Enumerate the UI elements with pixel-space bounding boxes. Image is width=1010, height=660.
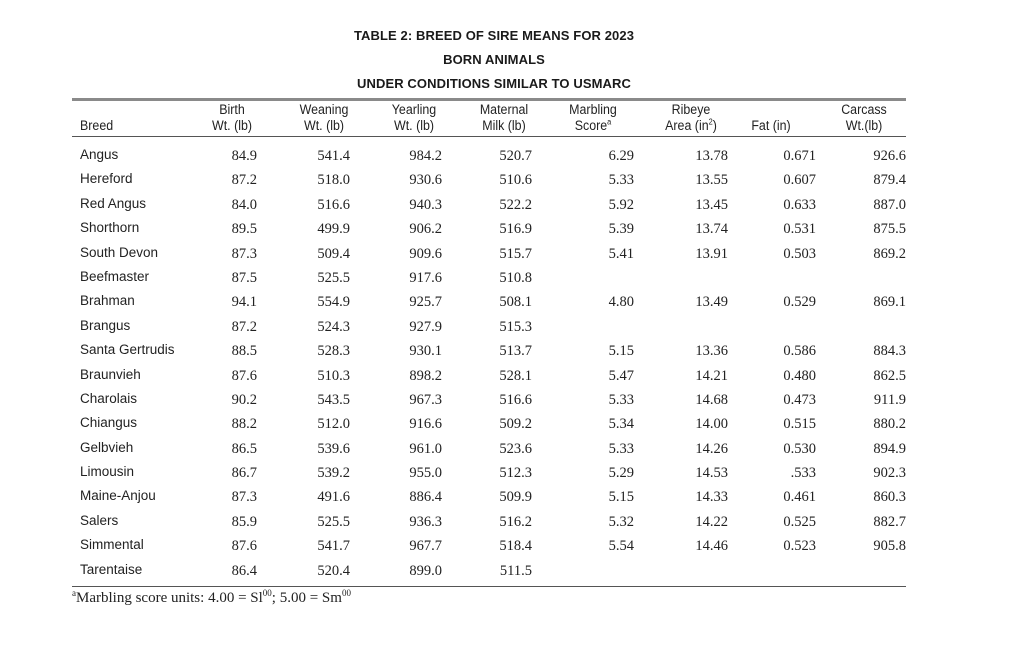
milk-value: 518.4 xyxy=(499,538,532,555)
header-carcass-wt xyxy=(827,102,901,134)
table-title xyxy=(0,24,988,96)
table-header xyxy=(72,102,906,137)
fat-value: 0.671 xyxy=(783,148,816,164)
table-body xyxy=(72,137,906,584)
breed-name: Brahman xyxy=(80,293,135,309)
fat-value: 0.607 xyxy=(783,172,816,189)
breed-name: Maine-Anjou xyxy=(80,488,156,504)
ribeye-value: 13.49 xyxy=(695,294,728,311)
birth-value: 88.5 xyxy=(231,343,257,360)
table-row xyxy=(72,194,906,218)
fat-value: 0.503 xyxy=(783,245,816,262)
ribeye-value: 14.26 xyxy=(695,440,728,457)
birth-value: 87.6 xyxy=(231,538,257,555)
marbling-value: 5.15 xyxy=(608,343,634,360)
yearling-value: 967.3 xyxy=(409,391,442,408)
header-label: Yearling xyxy=(391,102,437,117)
ribeye-value: 14.68 xyxy=(695,391,728,408)
superscript: 2 xyxy=(708,117,713,127)
milk-value: 528.1 xyxy=(499,367,532,384)
header-label: Ribeye xyxy=(671,102,711,117)
milk-value: 509.2 xyxy=(499,416,532,433)
weaning-value: 491.6 xyxy=(317,489,350,506)
table-row xyxy=(72,438,906,462)
marbling-value: 5.41 xyxy=(608,245,634,262)
header-label: Carcass xyxy=(841,102,887,117)
table-row xyxy=(72,413,906,437)
carcass-value: 905.8 xyxy=(873,538,906,555)
weaning-value: 541.7 xyxy=(317,538,350,555)
header-label: Score xyxy=(574,118,608,133)
breed-name: Hereford xyxy=(80,171,133,187)
table-row xyxy=(72,267,906,291)
fat-value: 0.461 xyxy=(783,489,816,506)
marbling-value: 6.29 xyxy=(608,148,634,164)
breed-name: Tarentaise xyxy=(80,561,143,577)
birth-value: 85.9 xyxy=(231,513,257,530)
table-row xyxy=(72,243,906,267)
header-yearling-wt xyxy=(377,102,451,134)
fat-value: 0.525 xyxy=(783,513,816,530)
ribeye-value: 13.36 xyxy=(695,343,728,360)
header-breed xyxy=(80,118,113,134)
yearling-value: 955.0 xyxy=(409,465,442,482)
carcass-value: 862.5 xyxy=(873,367,906,384)
marbling-value: 5.33 xyxy=(608,391,634,408)
ribeye-value: 13.78 xyxy=(695,148,728,164)
breed-name: Brangus xyxy=(80,317,131,333)
weaning-value: 524.3 xyxy=(317,318,350,335)
ribeye-value: 13.55 xyxy=(695,172,728,189)
weaning-value: 512.0 xyxy=(317,416,350,433)
table-row xyxy=(72,389,906,413)
breed-name: Charolais xyxy=(80,390,138,406)
header-fat xyxy=(739,118,803,134)
weaning-value: 499.9 xyxy=(317,221,350,238)
carcass-value: 869.1 xyxy=(873,294,906,311)
header-ribeye-area xyxy=(650,102,733,134)
birth-value: 94.1 xyxy=(231,294,257,311)
fat-value: 0.480 xyxy=(783,367,816,384)
ribeye-value: 13.45 xyxy=(695,196,728,213)
birth-value: 86.7 xyxy=(231,465,257,482)
yearling-value: 930.6 xyxy=(409,172,442,189)
milk-value: 515.7 xyxy=(499,245,532,262)
fat-value: 0.531 xyxy=(783,221,816,238)
carcass-value: 902.3 xyxy=(873,465,906,482)
weaning-value: 528.3 xyxy=(317,343,350,360)
breed-name: Braunvieh xyxy=(80,366,141,382)
birth-value: 87.5 xyxy=(231,269,257,286)
header-maternal-milk xyxy=(467,102,541,134)
table-row xyxy=(72,340,906,364)
yearling-value: 961.0 xyxy=(409,440,442,457)
carcass-value: 894.9 xyxy=(873,440,906,457)
breed-name: Shorthorn xyxy=(80,220,140,236)
weaning-value: 525.5 xyxy=(317,513,350,530)
fat-value: 0.530 xyxy=(783,440,816,457)
table-row xyxy=(72,365,906,389)
marbling-value: 5.34 xyxy=(608,416,634,433)
breed-name: South Devon xyxy=(80,244,159,260)
milk-value: 522.2 xyxy=(499,196,532,213)
milk-value: 520.7 xyxy=(499,148,532,164)
ribeye-value: 13.91 xyxy=(695,245,728,262)
table-row xyxy=(72,560,906,584)
breed-name: Simmental xyxy=(80,537,144,553)
marbling-value: 5.54 xyxy=(608,538,634,555)
marbling-value: 5.39 xyxy=(608,221,634,238)
superscript: 00 xyxy=(262,588,272,598)
carcass-value: 887.0 xyxy=(873,196,906,213)
breed-name: Salers xyxy=(80,512,119,528)
footnote-marker: a xyxy=(72,588,76,598)
milk-value: 508.1 xyxy=(499,294,532,311)
carcass-value: 869.2 xyxy=(873,245,906,262)
fat-value: 0.529 xyxy=(783,294,816,311)
carcass-value: 875.5 xyxy=(873,221,906,238)
carcass-value: 926.6 xyxy=(873,148,906,164)
title-line-2: BORN ANIMALS xyxy=(443,52,545,67)
header-label: Area (in xyxy=(665,118,709,133)
fat-value: 0.586 xyxy=(783,343,816,360)
birth-value: 87.2 xyxy=(231,172,257,189)
birth-value: 87.6 xyxy=(231,367,257,384)
fat-value: 0.523 xyxy=(783,538,816,555)
header-label: Milk (lb) xyxy=(482,118,526,133)
birth-value: 84.9 xyxy=(231,148,257,164)
carcass-value: 911.9 xyxy=(873,391,906,408)
table-row xyxy=(72,462,906,486)
header-label: Wt. (lb) xyxy=(211,118,253,133)
birth-value: 86.4 xyxy=(231,562,257,579)
marbling-value: 5.33 xyxy=(608,172,634,189)
header-label: Marbling xyxy=(569,102,617,117)
header-marbling-score xyxy=(555,102,630,134)
header-label: Wt. (lb) xyxy=(393,118,435,133)
table-row xyxy=(72,486,906,510)
ribeye-value: 14.22 xyxy=(695,513,728,530)
marbling-value: 5.92 xyxy=(608,196,634,213)
table-row xyxy=(72,535,906,559)
weaning-value: 554.9 xyxy=(317,294,350,311)
ribeye-value: 14.53 xyxy=(695,465,728,482)
milk-value: 516.9 xyxy=(499,221,532,238)
birth-value: 87.3 xyxy=(231,245,257,262)
weaning-value: 516.6 xyxy=(317,196,350,213)
breed-name: Beefmaster xyxy=(80,268,150,284)
ribeye-value: 13.74 xyxy=(695,221,728,238)
top-rule xyxy=(72,98,906,101)
header-label: Wt.(lb) xyxy=(845,118,883,133)
milk-value: 513.7 xyxy=(499,343,532,360)
footnote-text: Marbling score units: 4.00 = Sl xyxy=(76,590,263,606)
table-row xyxy=(72,316,906,340)
breed-name: Limousin xyxy=(80,464,135,480)
birth-value: 90.2 xyxy=(231,391,257,408)
weaning-value: 510.3 xyxy=(317,367,350,384)
header-label: Fat (in) xyxy=(751,118,791,133)
table-row xyxy=(72,511,906,535)
weaning-value: 509.4 xyxy=(317,245,350,262)
yearling-value: 930.1 xyxy=(409,343,442,360)
milk-value: 515.3 xyxy=(499,318,532,335)
carcass-value: 884.3 xyxy=(873,343,906,360)
ribeye-value: 14.46 xyxy=(695,538,728,555)
milk-value: 510.8 xyxy=(499,269,532,286)
marbling-value: 4.80 xyxy=(608,294,634,311)
marbling-value: 5.47 xyxy=(608,367,634,384)
milk-value: 516.6 xyxy=(499,391,532,408)
yearling-value: 940.3 xyxy=(409,196,442,213)
yearling-value: 886.4 xyxy=(409,489,442,506)
weaning-value: 539.2 xyxy=(317,465,350,482)
footnote-text: ; 5.00 = Sm xyxy=(271,590,342,606)
milk-value: 512.3 xyxy=(499,465,532,482)
bottom-rule xyxy=(72,586,906,587)
yearling-value: 967.7 xyxy=(409,538,442,555)
footnote-marker: a xyxy=(607,117,612,127)
superscript: 00 xyxy=(341,588,351,598)
weaning-value: 543.5 xyxy=(317,391,350,408)
ribeye-value: 14.21 xyxy=(695,367,728,384)
breed-name: Gelbvieh xyxy=(80,439,134,455)
breed-name: Chiangus xyxy=(80,415,138,431)
yearling-value: 984.2 xyxy=(409,148,442,164)
carcass-value: 860.3 xyxy=(873,489,906,506)
table-row xyxy=(72,169,906,193)
marbling-value: 5.15 xyxy=(608,489,634,506)
fat-value: 0.633 xyxy=(783,196,816,213)
carcass-value: 880.2 xyxy=(873,416,906,433)
birth-value: 88.2 xyxy=(231,416,257,433)
milk-value: 509.9 xyxy=(499,489,532,506)
fat-value: .533 xyxy=(790,465,816,482)
milk-value: 516.2 xyxy=(499,513,532,530)
birth-value: 89.5 xyxy=(231,221,257,238)
milk-value: 523.6 xyxy=(499,440,532,457)
yearling-value: 936.3 xyxy=(409,513,442,530)
milk-value: 511.5 xyxy=(499,562,532,579)
birth-value: 87.2 xyxy=(231,318,257,335)
header-weaning-wt xyxy=(287,102,361,134)
breed-name: Angus xyxy=(80,147,119,162)
title-line-3: UNDER CONDITIONS SIMILAR TO USMARC xyxy=(357,76,631,91)
table-row xyxy=(72,145,906,169)
weaning-value: 520.4 xyxy=(317,562,350,579)
ribeye-value: 14.33 xyxy=(695,489,728,506)
header-label: Birth xyxy=(219,102,245,117)
breed-name: Red Angus xyxy=(80,195,147,211)
carcass-value: 879.4 xyxy=(873,172,906,189)
fat-value: 0.515 xyxy=(783,416,816,433)
yearling-value: 909.6 xyxy=(409,245,442,262)
yearling-value: 899.0 xyxy=(409,562,442,579)
header-label: Maternal xyxy=(479,102,529,117)
ribeye-value: 14.00 xyxy=(695,416,728,433)
table-row xyxy=(72,291,906,315)
carcass-value: 882.7 xyxy=(873,513,906,530)
yearling-value: 916.6 xyxy=(409,416,442,433)
weaning-value: 525.5 xyxy=(317,269,350,286)
weaning-value: 539.6 xyxy=(317,440,350,457)
birth-value: 86.5 xyxy=(231,440,257,457)
title-line-1: TABLE 2: BREED OF SIRE MEANS FOR 2023 xyxy=(353,28,635,43)
weaning-value: 518.0 xyxy=(317,172,350,189)
fat-value: 0.473 xyxy=(783,391,816,408)
marbling-value: 5.32 xyxy=(608,513,634,530)
breed-name: Santa Gertrudis xyxy=(80,342,175,358)
header-label: Wt. (lb) xyxy=(303,118,345,133)
header-label: Weaning xyxy=(299,102,349,117)
header-label: ) xyxy=(712,118,717,133)
yearling-value: 917.6 xyxy=(409,269,442,286)
yearling-value: 898.2 xyxy=(409,367,442,384)
milk-value: 510.6 xyxy=(499,172,532,189)
yearling-value: 925.7 xyxy=(409,294,442,311)
birth-value: 84.0 xyxy=(231,196,257,213)
header-breed-label: Breed xyxy=(80,118,114,133)
table-row xyxy=(72,218,906,242)
marbling-value: 5.29 xyxy=(608,465,634,482)
yearling-value: 927.9 xyxy=(409,318,442,335)
weaning-value: 541.4 xyxy=(317,148,350,164)
marbling-value: 5.33 xyxy=(608,440,634,457)
yearling-value: 906.2 xyxy=(409,221,442,238)
header-birth-wt xyxy=(195,102,269,134)
breed-means-table xyxy=(72,98,906,587)
birth-value: 87.3 xyxy=(231,489,257,506)
footnote xyxy=(72,590,351,607)
